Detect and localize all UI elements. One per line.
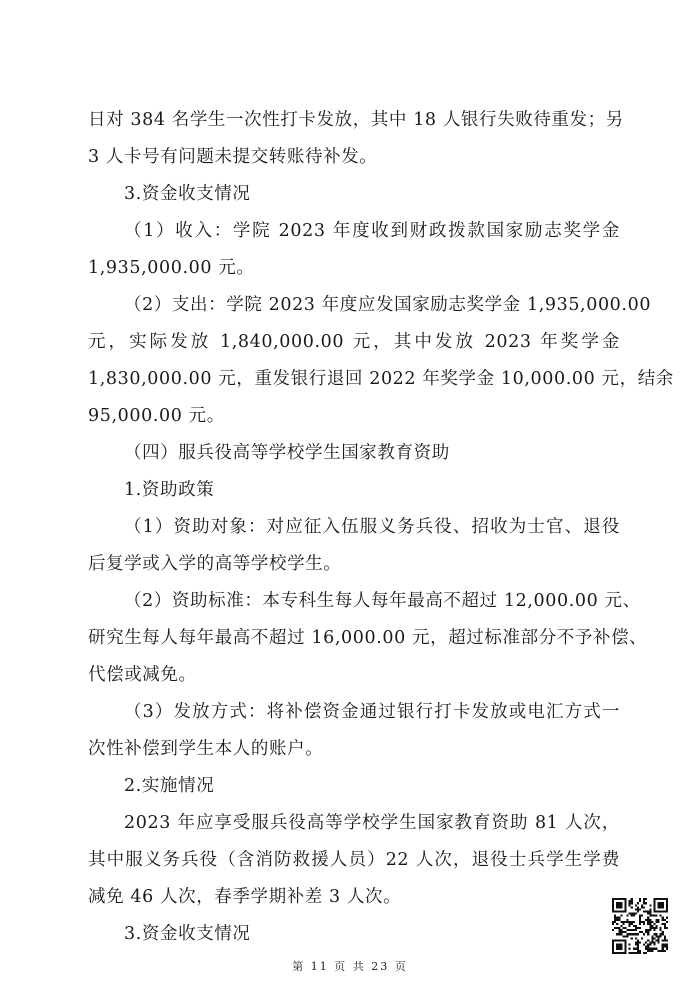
section-heading: （四）服兵役高等学校学生国家教育资助 bbox=[124, 443, 450, 463]
subsection-heading: 3.资金收支情况 bbox=[124, 924, 251, 944]
body-line: 1,935,000.00 元。 bbox=[88, 258, 255, 278]
body-line: （3）发放方式：将补偿资金通过银行打卡发放或电汇方式一 bbox=[124, 702, 620, 722]
body-line: 研究生每人每年最高不超过 16,000.00 元，超过标准部分不予补偿、 bbox=[88, 628, 648, 648]
body-line: （2）资助标准：本专科生每人每年最高不超过 12,000.00 元、 bbox=[124, 591, 641, 611]
body-line: 3 人卡号有问题未提交转账待补发。 bbox=[88, 147, 378, 167]
body-line: （2）支出：学院 2023 年度应发国家励志奖学金 1,935,000.00 bbox=[124, 295, 652, 315]
body-line: 1,830,000.00 元，重发银行退回 2022 年奖学金 10,000.00 元，结余 bbox=[88, 369, 674, 389]
body-line: 95,000.00 元。 bbox=[88, 406, 225, 426]
body-line: 后复学或入学的高等学校学生。 bbox=[88, 554, 342, 574]
body-line: （1）资助对象：对应征入伍服义务兵役、招收为士官、退役 bbox=[124, 517, 620, 537]
body-line: 2023 年应享受服兵役高等学校学生国家教育资助 81 人次， bbox=[124, 813, 620, 833]
body-line: 日对 384 名学生一次性打卡发放，其中 18 人银行失败待重发；另 bbox=[88, 110, 624, 130]
body-line: 其中服义务兵役（含消防救援人员）22 人次，退役士兵学生学费 bbox=[88, 850, 620, 870]
body-line: 减免 46 人次，春季学期补差 3 人次。 bbox=[88, 887, 402, 907]
body-line: 元，实际发放 1,840,000.00 元，其中发放 2023 年奖学金 bbox=[88, 332, 620, 352]
body-line: 次性补偿到学生本人的账户。 bbox=[88, 739, 324, 759]
qr-code-icon bbox=[610, 896, 670, 956]
page-number-footer: 第 11 页 共 23 页 bbox=[292, 960, 408, 973]
section-heading: 3.资金收支情况 bbox=[124, 184, 251, 204]
subsection-heading: 1.资助政策 bbox=[124, 480, 215, 500]
body-line: 代偿或减免。 bbox=[88, 665, 197, 685]
body-line: （1）收入：学院 2023 年度收到财政拨款国家励志奖学金 bbox=[124, 221, 620, 241]
subsection-heading: 2.实施情况 bbox=[124, 776, 215, 796]
